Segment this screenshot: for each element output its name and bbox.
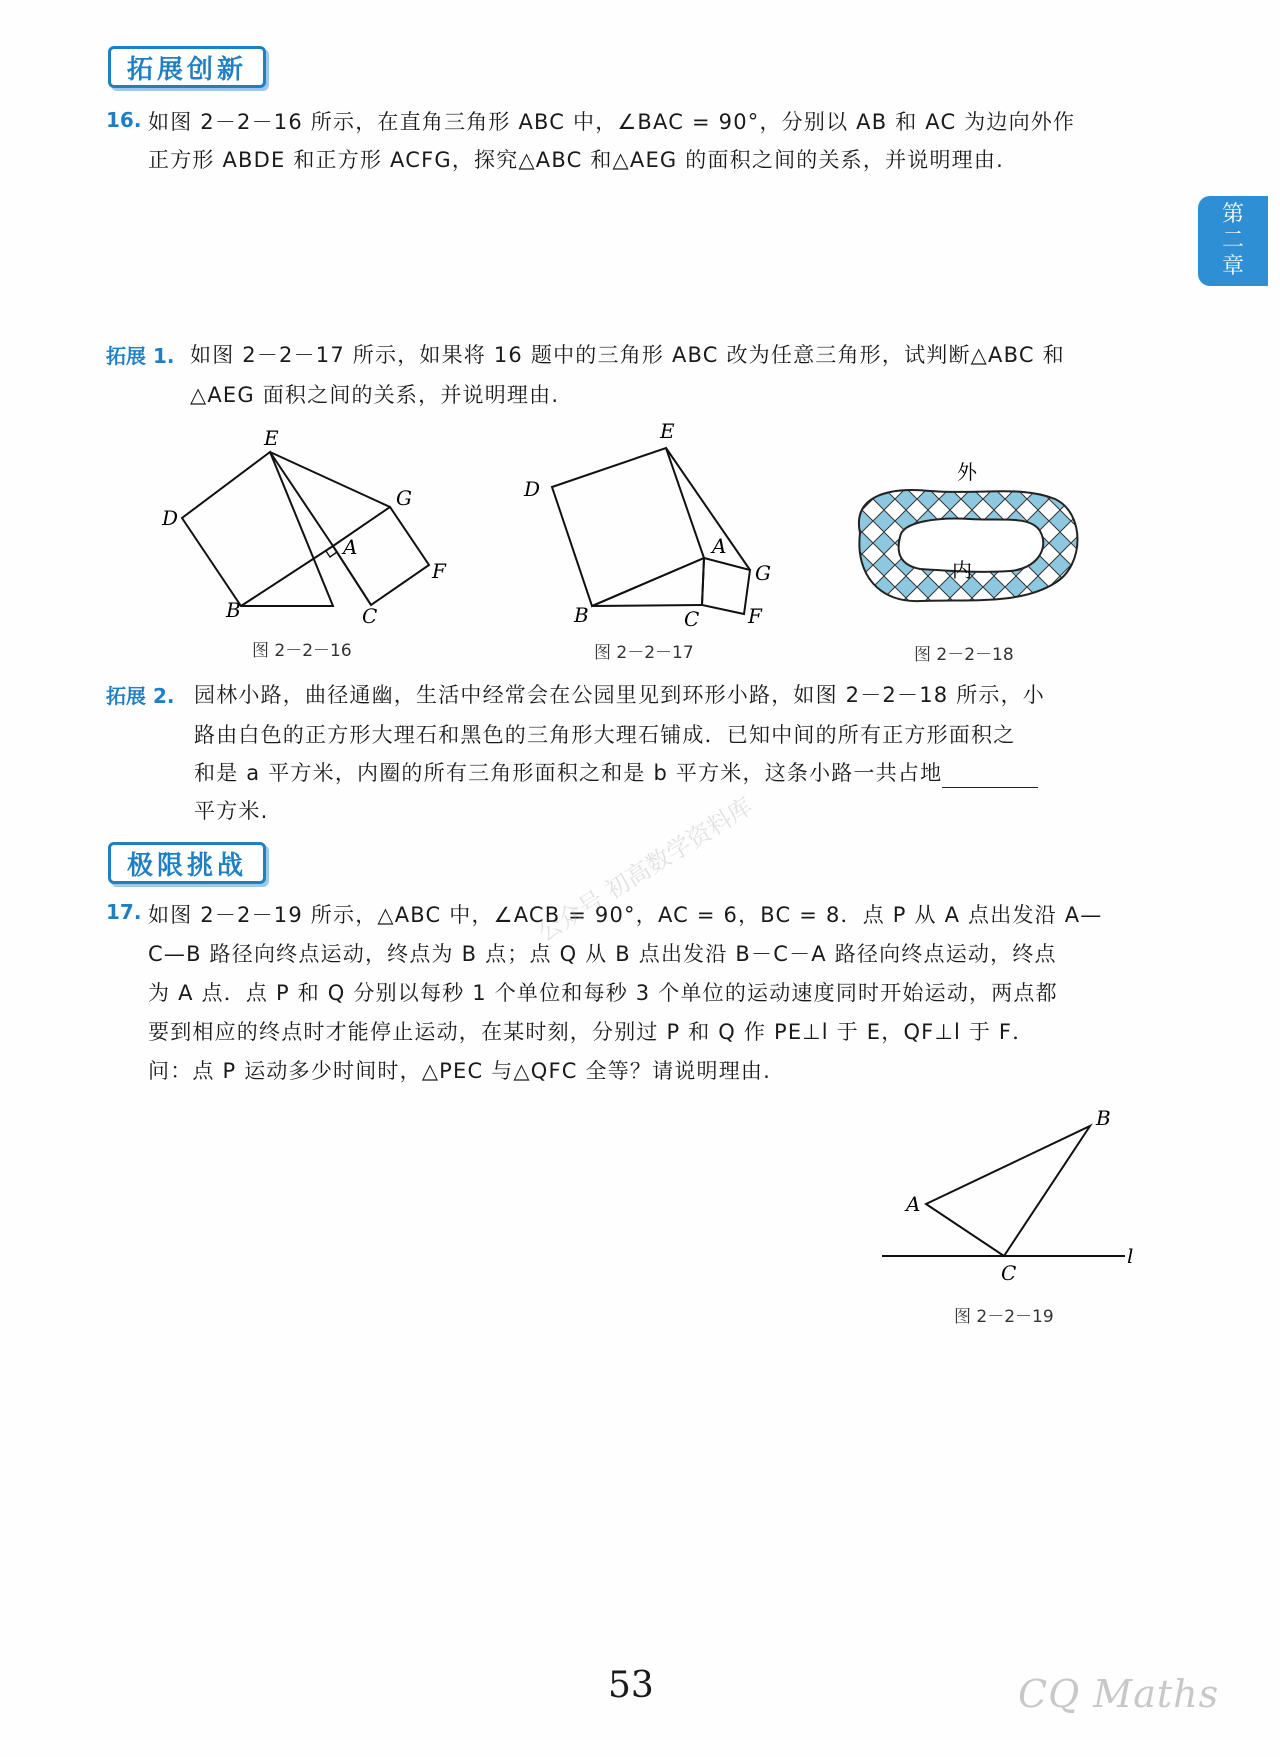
question-text-line: 如图 2－2－19 所示，△ABC 中，∠ACB = 90°，AC = 6，BC = 8．点 P 从 A 点出发沿 A— <box>148 903 1103 927</box>
point-label: G <box>396 486 412 510</box>
question-text-line: C—B 路径向终点运动，终点为 B 点；点 Q 从 B 点出发沿 B－C－A 路径向终点运动，终点 <box>148 942 1057 966</box>
inner-label: 内 <box>952 558 972 582</box>
segment-eg <box>666 448 750 570</box>
question-number: 17. <box>106 900 142 924</box>
chapter-tab-char: 章 <box>1221 254 1244 279</box>
page-number: 53 <box>608 1665 654 1706</box>
side-ab <box>241 546 333 606</box>
question-number: 16. <box>106 108 142 132</box>
square-abde <box>182 452 333 606</box>
point-label: G <box>755 561 771 585</box>
chapter-tab-char: 二 <box>1221 228 1244 253</box>
point-label: C <box>1001 1261 1017 1285</box>
point-label: C <box>362 604 378 625</box>
triangle-abc <box>926 1126 1090 1256</box>
question-text-line: 如图 2－2－16 所示，在直角三角形 ABC 中，∠BAC = 90°，分别以 AB 和 AC 为边向外作 <box>148 110 1076 134</box>
figure-caption: 图 2－2－17 <box>594 643 694 663</box>
question-text-line: △AEG 面积之间的关系，并说明理由. <box>190 383 560 407</box>
question-text-line: 要到相应的终点时才能停止运动，在某时刻，分别过 P 和 Q 作 PE⊥l 于 E，QF⊥l 于 F． <box>148 1020 1035 1044</box>
side-ab <box>592 558 704 606</box>
point-label: D <box>162 506 179 530</box>
outer-label: 外 <box>957 460 977 484</box>
point-label: C <box>684 607 700 628</box>
section-heading-text: 拓展创新 <box>127 54 248 85</box>
point-label: A <box>712 534 727 558</box>
watermark: 公众号 初高数学资料库 <box>532 792 758 948</box>
point-label: l <box>1127 1244 1134 1268</box>
brand-logo: CQ Maths <box>1018 1672 1220 1716</box>
point-label: E <box>264 426 279 450</box>
point-label: E <box>660 419 675 443</box>
point-label: F <box>432 559 446 583</box>
question-text-line: 平方米. <box>194 799 269 823</box>
figure-2-2-19 <box>870 1105 1160 1285</box>
figure-caption: 图 2－2－16 <box>252 641 352 661</box>
answer-blank[interactable] <box>942 767 1038 788</box>
point-label: B <box>1096 1106 1111 1130</box>
question-text-line: 为 A 点．点 P 和 Q 分别以每秒 1 个单位和每秒 3 个单位的运动速度同时开始运动，两点都 <box>148 981 1058 1005</box>
question-text-line: 路由白色的正方形大理石和黑色的三角形大理石铺成．已知中间的所有正方形面积之 <box>194 723 1016 747</box>
figure-2-2-17 <box>520 418 790 628</box>
section-heading-extension <box>108 46 266 88</box>
chapter-tab-char: 第 <box>1221 202 1244 227</box>
square-acfg <box>702 558 750 614</box>
question-text-line: 问：点 P 运动多少时间时，△PEC 与△QFC 全等？请说明理由. <box>148 1059 772 1083</box>
extension-label: 拓展 1. <box>106 344 175 368</box>
point-label: B <box>226 598 241 622</box>
question-text-fragment: 和是 a 平方米，内圈的所有三角形面积之和是 b 平方米，这条小路一共占地 <box>194 761 943 785</box>
point-label: D <box>524 477 541 501</box>
question-text-line: 正方形 ABDE 和正方形 ACFG，探究△ABC 和△AEG 的面积之间的关系，并说明理由. <box>148 148 1004 172</box>
extension-label: 拓展 2. <box>106 684 175 708</box>
question-text-line: 园林小路，曲径通幽，生活中经常会在公园里见到环形小路，如图 2－2－18 所示，小 <box>194 683 1045 707</box>
figure-2-2-16 <box>150 425 470 625</box>
figure-caption: 图 2－2－19 <box>954 1307 1054 1327</box>
point-label: A <box>343 535 358 559</box>
section-heading-challenge <box>108 842 266 884</box>
chapter-tab <box>1198 196 1268 286</box>
question-text-line: 如图 2－2－17 所示，如果将 16 题中的三角形 ABC 改为任意三角形，试判断△ABC 和 <box>190 343 1065 367</box>
point-label: A <box>906 1192 921 1216</box>
point-label: B <box>574 603 589 627</box>
question-text-line <box>194 758 1038 788</box>
figure-caption: 图 2－2－18 <box>914 645 1014 665</box>
figure-2-2-18 <box>840 455 1090 635</box>
point-label: F <box>748 604 762 628</box>
section-heading-text: 极限挑战 <box>127 850 248 881</box>
